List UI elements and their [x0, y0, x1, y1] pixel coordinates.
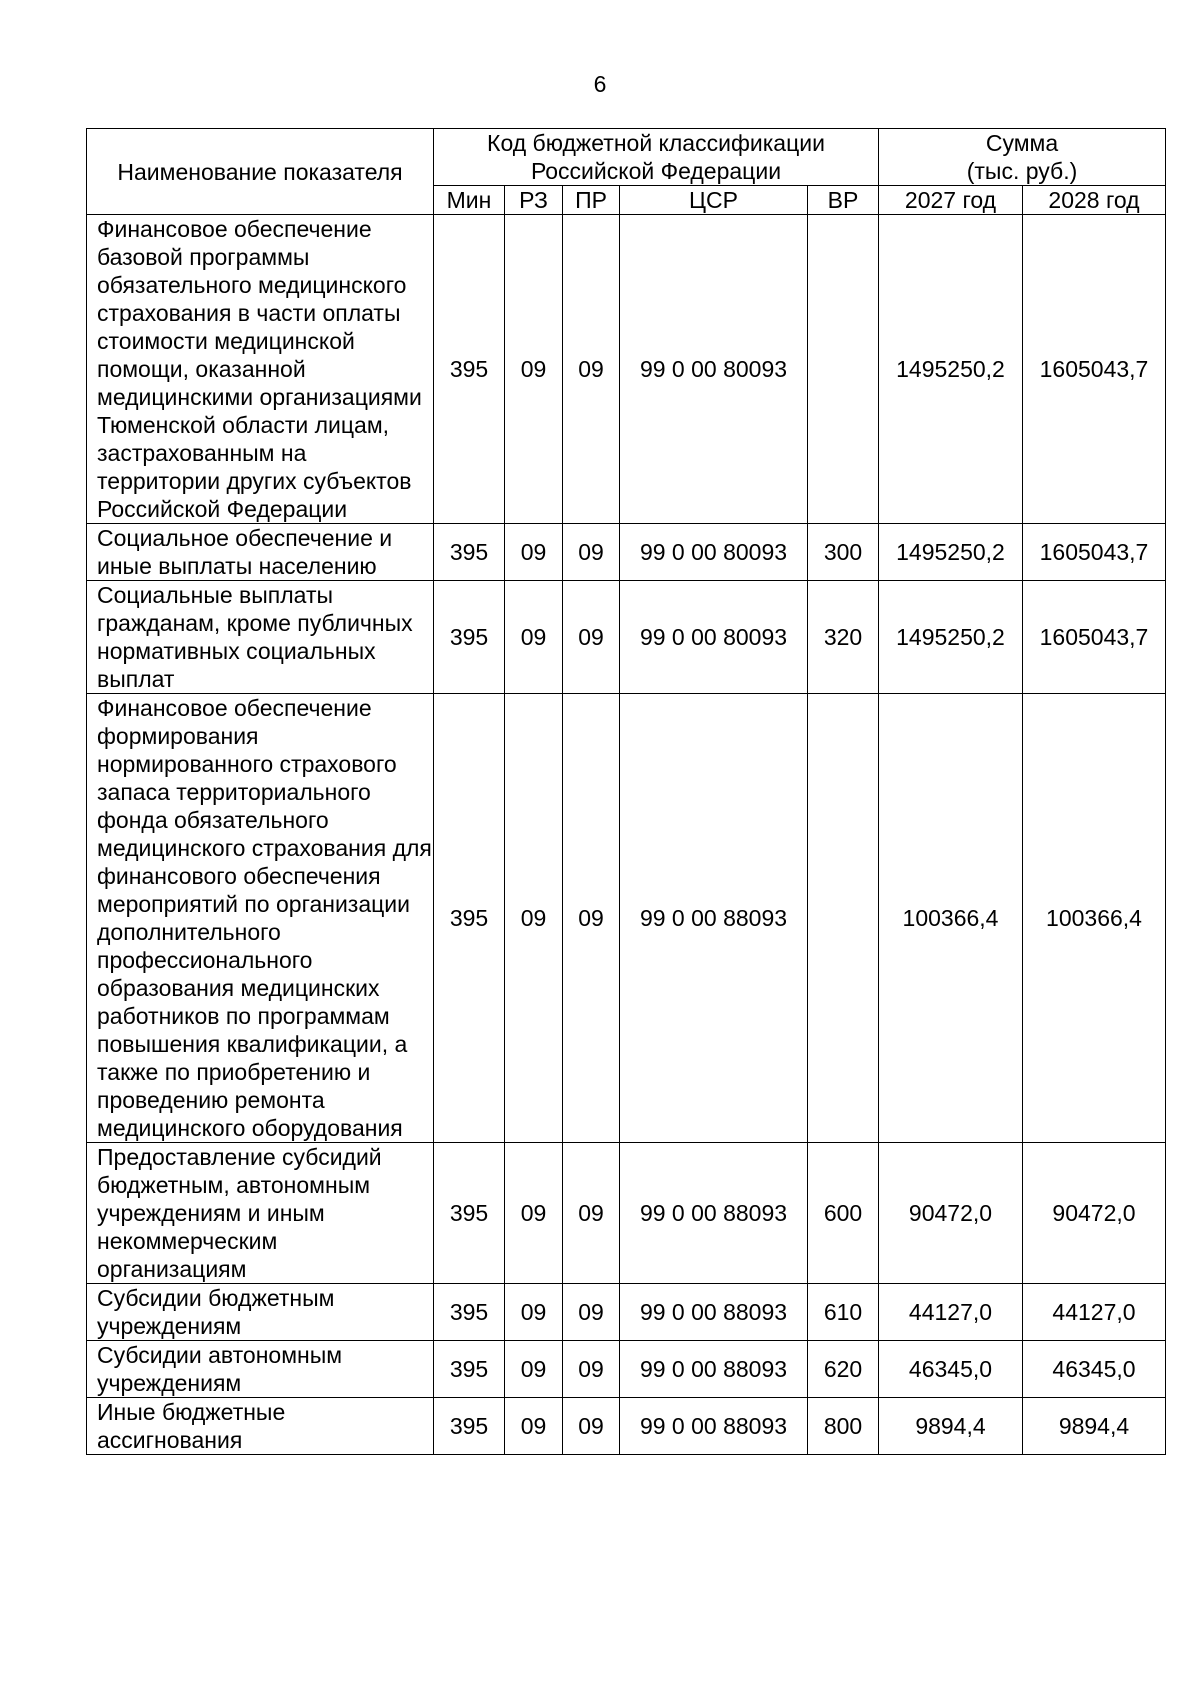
- header-vr: ВР: [808, 186, 879, 215]
- header-2027: 2027 год: [879, 186, 1023, 215]
- row-vr: 300: [808, 524, 879, 581]
- row-2028: 1605043,7: [1023, 581, 1166, 694]
- row-name: Субсидии автономным учреждениям: [87, 1341, 434, 1398]
- row-vr: 620: [808, 1341, 879, 1398]
- row-2027: 44127,0: [879, 1284, 1023, 1341]
- row-2027: 9894,4: [879, 1398, 1023, 1455]
- row-min: 395: [434, 694, 505, 1143]
- row-min: 395: [434, 524, 505, 581]
- row-min: 395: [434, 1398, 505, 1455]
- row-2028: 44127,0: [1023, 1284, 1166, 1341]
- table-row: [87, 1398, 1166, 1455]
- row-name: Финансовое обеспечение базовой программы обязательного медицинского страхования в части оплаты стоимости медицинской помощи, оказанной медицинскими организациями Тюменской области лицам, застрахованным на территории других субъектов Российской Федерации: [87, 215, 434, 524]
- row-csr: 99 0 00 88093: [620, 1341, 808, 1398]
- row-vr: 600: [808, 1143, 879, 1284]
- row-rz: 09: [505, 694, 563, 1143]
- row-min: 395: [434, 1284, 505, 1341]
- row-csr: 99 0 00 88093: [620, 694, 808, 1143]
- table-row: [87, 1284, 1166, 1341]
- row-vr: 800: [808, 1398, 879, 1455]
- row-2027: 1495250,2: [879, 581, 1023, 694]
- row-rz: 09: [505, 1398, 563, 1455]
- header-rz: РЗ: [505, 186, 563, 215]
- row-pr: 09: [563, 581, 620, 694]
- row-rz: 09: [505, 581, 563, 694]
- row-pr: 09: [563, 524, 620, 581]
- header-min: Мин: [434, 186, 505, 215]
- header-sum-group: Сумма (тыс. руб.): [879, 129, 1166, 186]
- row-vr: [808, 215, 879, 524]
- row-name: Социальное обеспечение и иные выплаты населению: [87, 524, 434, 581]
- row-rz: 09: [505, 1341, 563, 1398]
- row-2027: 1495250,2: [879, 215, 1023, 524]
- row-2028: 90472,0: [1023, 1143, 1166, 1284]
- row-pr: 09: [563, 1143, 620, 1284]
- row-vr: [808, 694, 879, 1143]
- row-pr: 09: [563, 694, 620, 1143]
- table-row: [87, 524, 1166, 581]
- row-min: 395: [434, 215, 505, 524]
- row-name: Финансовое обеспечение формирования нормированного страхового запаса территориального фонда обязательного медицинского страхования для финансового обеспечения мероприятий по организации дополнительного профессионального образования медицинских работников по программам повышения квалификации, а также по приобретению и проведению ремонта медицинского оборудования: [87, 694, 434, 1143]
- row-2028: 1605043,7: [1023, 524, 1166, 581]
- header-row-groups: [87, 129, 1166, 186]
- row-2027: 100366,4: [879, 694, 1023, 1143]
- row-pr: 09: [563, 1398, 620, 1455]
- row-name: Субсидии бюджетным учреждениям: [87, 1284, 434, 1341]
- row-2027: 90472,0: [879, 1143, 1023, 1284]
- header-pr: ПР: [563, 186, 620, 215]
- row-pr: 09: [563, 215, 620, 524]
- row-pr: 09: [563, 1341, 620, 1398]
- table-row: [87, 1341, 1166, 1398]
- row-min: 395: [434, 1341, 505, 1398]
- row-2028: 100366,4: [1023, 694, 1166, 1143]
- row-2028: 46345,0: [1023, 1341, 1166, 1398]
- budget-table: [86, 128, 1166, 1455]
- row-csr: 99 0 00 88093: [620, 1143, 808, 1284]
- table-row: [87, 581, 1166, 694]
- row-rz: 09: [505, 215, 563, 524]
- row-rz: 09: [505, 524, 563, 581]
- row-2027: 46345,0: [879, 1341, 1023, 1398]
- row-csr: 99 0 00 80093: [620, 215, 808, 524]
- table-row: [87, 1143, 1166, 1284]
- row-rz: 09: [505, 1143, 563, 1284]
- row-2028: 1605043,7: [1023, 215, 1166, 524]
- row-min: 395: [434, 1143, 505, 1284]
- header-name: Наименование показателя: [87, 129, 434, 215]
- row-rz: 09: [505, 1284, 563, 1341]
- page-number: 6: [593, 71, 607, 97]
- header-csr: ЦСР: [620, 186, 808, 215]
- header-2028: 2028 год: [1023, 186, 1166, 215]
- table-row: [87, 694, 1166, 1143]
- row-csr: 99 0 00 88093: [620, 1284, 808, 1341]
- row-2028: 9894,4: [1023, 1398, 1166, 1455]
- row-name: Социальные выплаты гражданам, кроме публичных нормативных социальных выплат: [87, 581, 434, 694]
- row-2027: 1495250,2: [879, 524, 1023, 581]
- row-name: Иные бюджетные ассигнования: [87, 1398, 434, 1455]
- row-name: Предоставление субсидий бюджетным, автономным учреждениям и иным некоммерческим организациям: [87, 1143, 434, 1284]
- header-code-group: Код бюджетной классификации Российской Федерации: [434, 129, 879, 186]
- row-csr: 99 0 00 80093: [620, 524, 808, 581]
- table-row: [87, 215, 1166, 524]
- row-vr: 320: [808, 581, 879, 694]
- row-min: 395: [434, 581, 505, 694]
- row-csr: 99 0 00 80093: [620, 581, 808, 694]
- row-pr: 09: [563, 1284, 620, 1341]
- row-csr: 99 0 00 88093: [620, 1398, 808, 1455]
- row-vr: 610: [808, 1284, 879, 1341]
